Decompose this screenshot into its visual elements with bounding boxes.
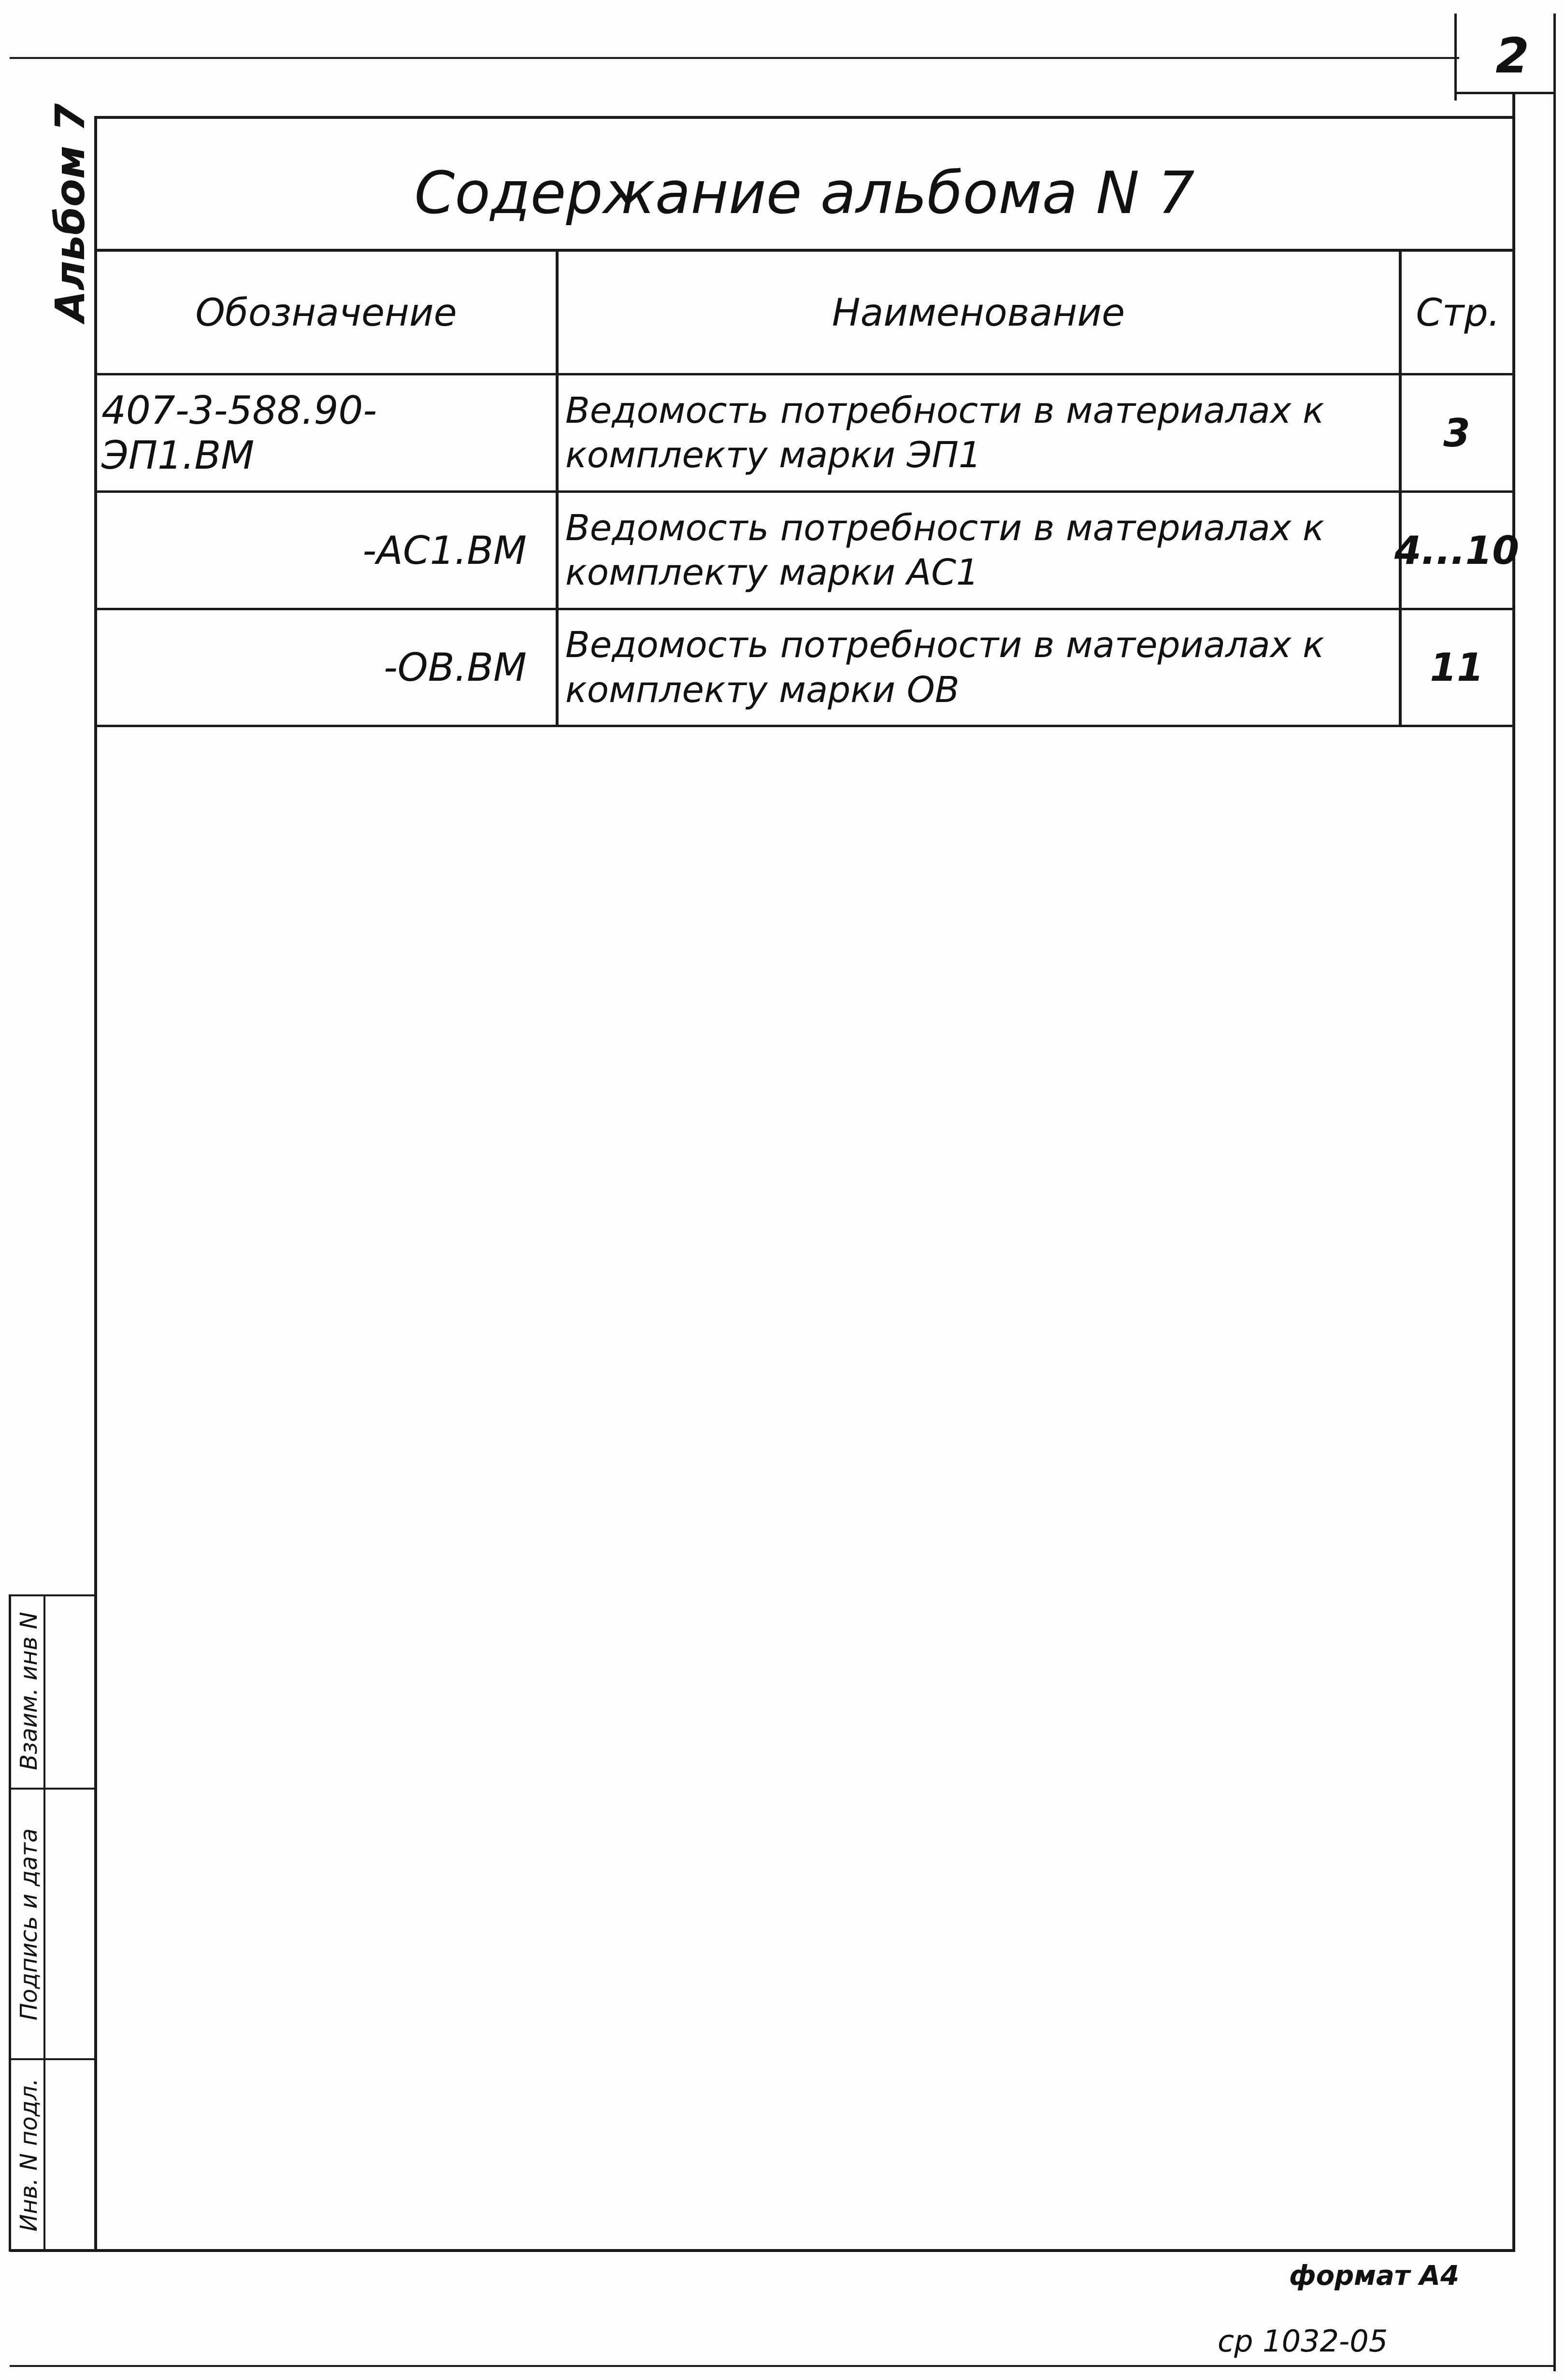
row-3-code: -ОВ.ВМ [383, 645, 527, 690]
document-code: ср 1032-05 [1218, 2323, 1388, 2359]
header-name: Наименование [832, 291, 1125, 335]
frame-top [97, 116, 1515, 119]
header-page: Стр. [1416, 291, 1500, 335]
row-3-page: 11 [1430, 645, 1484, 690]
row-2-page: 4...10 [1394, 528, 1520, 573]
row-2-name: Ведомость потребности в материалах к комплекту марки АС1 [565, 507, 1324, 593]
stamp-vzam-inv: Взаим. инв N [15, 1612, 43, 1770]
page-title: Содержание альбома N 7 [414, 159, 1195, 227]
row-1-code: 407-3-588.90-ЭП1.ВМ [101, 388, 377, 478]
album-side-label: Альбом 7 [46, 103, 94, 322]
format-label: формат А4 [1289, 2260, 1459, 2292]
row-2-code: -АС1.ВМ [362, 528, 527, 573]
stamp-inv-podl: Инв. N подл. [15, 2078, 43, 2232]
row-1-name: Ведомость потребности в материалах к комплекту марки ЭП1 [565, 389, 1324, 476]
row-3-name: Ведомость потребности в материалах к комплекту марки ОВ [565, 624, 1324, 711]
header-code: Обозначение [195, 291, 457, 335]
stamp-podpis-data: Подпись и дата [15, 1828, 43, 2021]
row-1-page: 3 [1443, 410, 1470, 456]
page-number: 2 [1495, 27, 1529, 84]
frame-left [94, 116, 97, 2251]
